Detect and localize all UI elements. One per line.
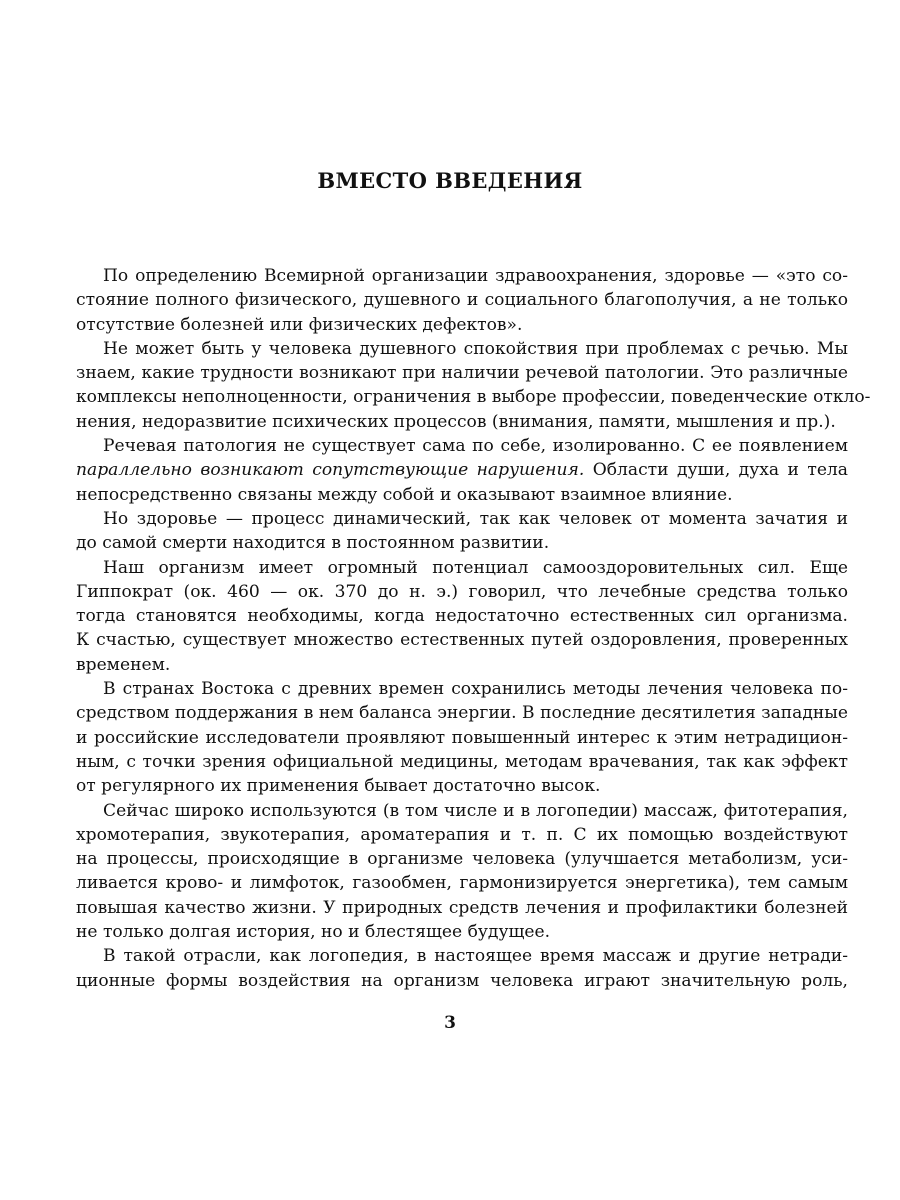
text-line: Гиппократ (ок. 460 — ок. 370 до н. э.) говорил, что лечебные средства только xyxy=(76,581,848,602)
text-line: отсутствие болезней или физических дефектов». xyxy=(76,314,523,335)
text-line: К счастью, существует множество естественных путей оздоровления, проверенных xyxy=(76,630,848,651)
paragraph-2 xyxy=(76,337,871,434)
text-line: стояние полного физического, душевного и социального благополучия, а не только xyxy=(76,290,848,311)
italic-emphasis: параллельно возникают сопутствующие нарушения. xyxy=(76,460,585,481)
paragraph-5 xyxy=(76,556,848,677)
text-line: ливается крово- и лимфоток, газообмен, гармонизируется энергетика), тем самым xyxy=(76,873,848,894)
paragraph-7 xyxy=(76,799,848,945)
text-line: Сейчас широко используются (в том числе и в логопедии) массаж, фитотерапия, xyxy=(103,800,848,821)
text-line: ционные формы воздействия на организм человека играют значительную роль, xyxy=(76,970,848,991)
text-line: Но здоровье — процесс динамический, так как человек от момента зачатия и xyxy=(103,508,848,529)
text-line: повышая качество жизни. У природных средств лечения и профилактики болезней xyxy=(76,897,848,918)
text-line: Не может быть у человека душевного спокойствия при проблемах с речью. Мы xyxy=(103,338,848,359)
text-line: В такой отрасли, как логопедия, в настоящее время массаж и другие нетради- xyxy=(103,946,848,967)
text-line: непосредственно связаны между собой и оказывают взаимное влияние. xyxy=(76,484,733,505)
text-fragment: Области души, духа и тела xyxy=(584,460,848,481)
text-line: временем. xyxy=(76,654,171,675)
paragraph-3 xyxy=(76,434,848,507)
paragraph-1 xyxy=(76,264,848,337)
text-line: В странах Востока с древних времен сохранились методы лечения человека по- xyxy=(103,679,848,700)
text-line: на процессы, происходящие в организме человека (улучшается метаболизм, уси- xyxy=(76,849,848,870)
paragraph-8 xyxy=(76,944,848,993)
page-number: 3 xyxy=(444,1013,456,1033)
text-line: от регулярного их применения бывает достаточно высок. xyxy=(76,776,601,797)
chapter-title: ВМЕСТО ВВЕДЕНИЯ xyxy=(317,168,583,193)
body-text xyxy=(76,264,871,993)
text-line: Наш организм имеет огромный потенциал самооздоровительных сил. Еще xyxy=(103,557,848,578)
text-line: По определению Всемирной организации здравоохранения, здоровье — «это со- xyxy=(103,266,848,286)
text-line: Речевая патология не существует сама по себе, изолированно. С ее появлением xyxy=(103,436,848,457)
text-line: нения, недоразвитие психических процессов (внимания, памяти, мышления и пр.). xyxy=(76,411,836,432)
text-line: до самой смерти находится в постоянном развитии. xyxy=(76,533,550,554)
text-line: не только долгая история, но и блестящее будущее. xyxy=(76,922,551,943)
text-line: хромотерапия, звукотерапия, ароматерапия и т. п. С их помощью воздействуют xyxy=(76,824,848,845)
paragraph-4 xyxy=(76,507,848,556)
text-line xyxy=(76,458,848,482)
text-line: комплексы неполноценности, ограничения в выборе профессии, поведенческие откло- xyxy=(76,387,871,408)
text-line: средством поддержания в нем баланса энергии. В последние десятилетия западные xyxy=(76,703,848,724)
text-line: ным, с точки зрения официальной медицины, методам врачевания, так как эффект xyxy=(76,751,848,772)
paragraph-6 xyxy=(76,677,848,798)
text-line: знаем, какие трудности возникают при наличии речевой патологии. Это различные xyxy=(76,363,848,384)
text-line: и российские исследователи проявляют повышенный интерес к этим нетрадицион- xyxy=(76,727,848,748)
text-line: тогда становятся необходимы, когда недостаточно естественных сил организма. xyxy=(76,606,848,627)
